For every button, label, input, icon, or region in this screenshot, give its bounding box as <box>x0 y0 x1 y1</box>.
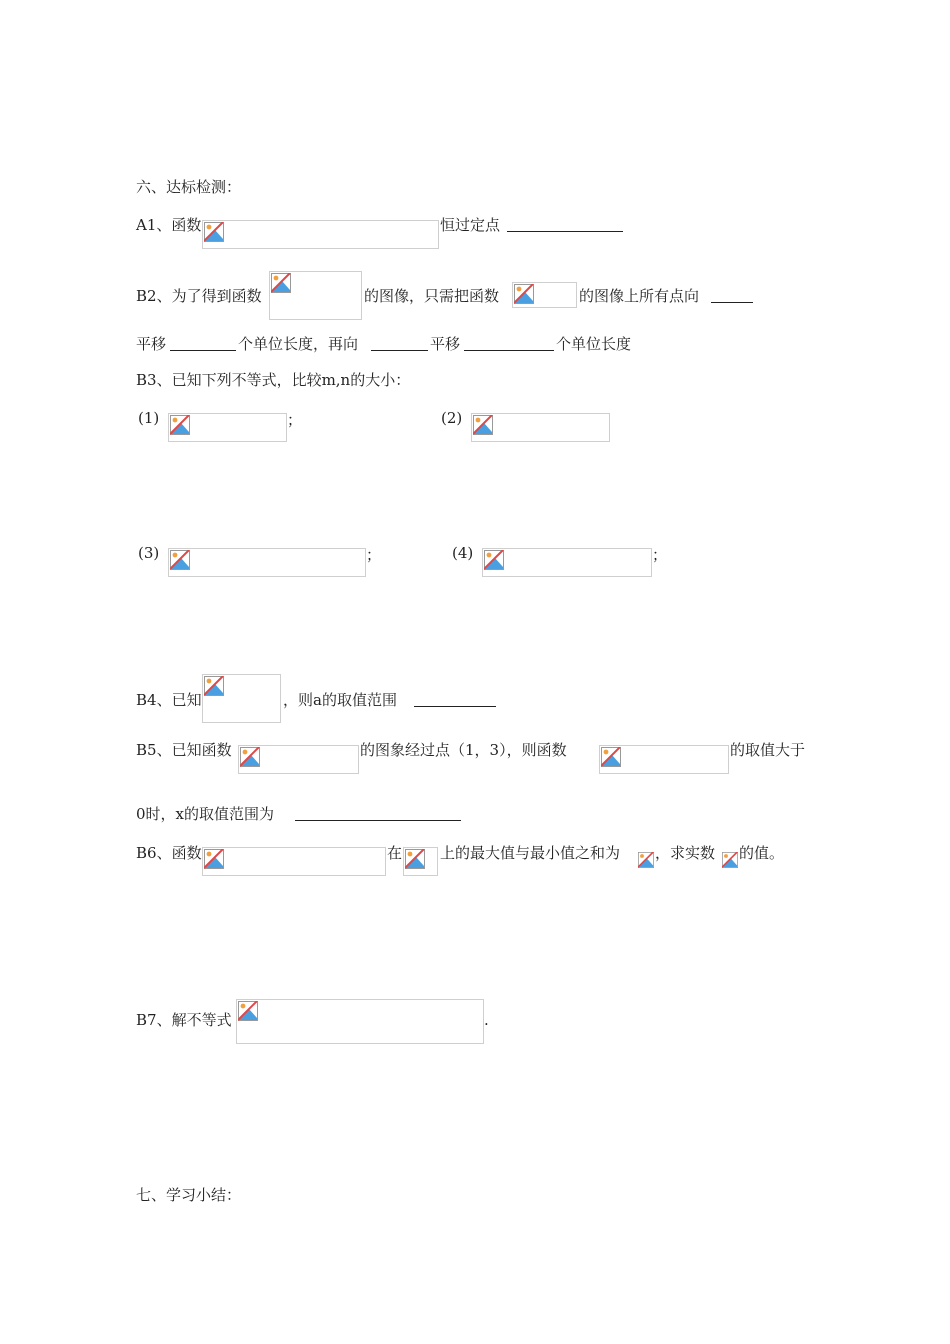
b2-line2-a: 平移 <box>136 335 167 353</box>
formula-image <box>512 282 577 308</box>
b6-tail: 的值。 <box>739 844 785 862</box>
formula-image <box>482 548 652 577</box>
broken-image-icon <box>204 676 224 696</box>
formula-image <box>403 847 438 876</box>
formula-image <box>638 852 656 870</box>
answer-blank <box>170 338 236 351</box>
b3-prefix: B3、已知下列不等式，比较m,n的大小： <box>136 371 411 389</box>
broken-image-icon <box>405 849 425 869</box>
formula-image <box>202 847 386 876</box>
b3-item3-tail: ； <box>366 546 382 564</box>
broken-image-icon <box>271 273 291 293</box>
broken-image-icon <box>722 852 738 868</box>
formula-image <box>202 220 439 249</box>
b4-mid: ，则a的取值范围 <box>283 691 397 709</box>
a1-prefix: A1、函数 <box>136 216 202 234</box>
b6-prefix: B6、函数 <box>136 844 202 862</box>
broken-image-icon <box>484 550 504 570</box>
broken-image-icon <box>204 222 224 242</box>
broken-image-icon <box>238 1001 258 1021</box>
broken-image-icon <box>473 415 493 435</box>
formula-image <box>722 852 740 870</box>
broken-image-icon <box>601 747 621 767</box>
answer-blank <box>295 808 461 821</box>
answer-blank <box>507 219 623 232</box>
b6-mid2: 上的最大值与最小值之和为 <box>440 844 621 862</box>
broken-image-icon <box>638 852 654 868</box>
broken-image-icon <box>514 284 534 304</box>
broken-image-icon <box>204 849 224 869</box>
formula-image <box>238 745 359 774</box>
answer-blank <box>711 290 753 303</box>
b2-line2-b: 个单位长度，再向 <box>238 335 359 353</box>
b2-line2-c: 平移 <box>430 335 461 353</box>
b5-prefix: B5、已知函数 <box>136 741 232 759</box>
b7-prefix: B7、解不等式 <box>136 1011 232 1029</box>
broken-image-icon <box>240 747 260 767</box>
b3-item4-label: (4) <box>452 544 474 562</box>
formula-image <box>168 548 366 577</box>
b6-mid3: ，求实数 <box>655 844 716 862</box>
b2-mid1: 的图像，只需把函数 <box>364 287 500 305</box>
section7-heading: 七、学习小结： <box>136 1186 242 1204</box>
formula-image <box>269 271 362 320</box>
answer-blank <box>464 338 554 351</box>
b3-item2-label: (2) <box>441 409 463 427</box>
b3-item3-label: (3) <box>138 544 160 562</box>
b2-line2-d: 个单位长度 <box>556 335 632 353</box>
answer-blank <box>371 338 428 351</box>
b3-item4-tail: ； <box>652 546 668 564</box>
b7-tail: . <box>484 1011 489 1029</box>
b5-mid1: 的图象经过点（1，3），则函数 <box>360 741 567 759</box>
formula-image <box>202 674 281 723</box>
b5-line2: 0时，x的取值范围为 <box>136 805 275 823</box>
formula-image <box>599 745 729 774</box>
broken-image-icon <box>170 415 190 435</box>
b3-item1-tail: ； <box>287 411 303 429</box>
b4-prefix: B4、已知 <box>136 691 202 709</box>
formula-image <box>471 413 610 442</box>
formula-image <box>236 999 484 1044</box>
b2-prefix: B2、为了得到函数 <box>136 287 262 305</box>
answer-blank <box>414 694 496 707</box>
a1-mid: 恒过定点 <box>440 216 501 234</box>
formula-image <box>168 413 287 442</box>
b5-mid2: 的取值大于 <box>730 741 806 759</box>
b3-item1-label: (1) <box>138 409 160 427</box>
b2-mid2: 的图像上所有点向 <box>579 287 700 305</box>
broken-image-icon <box>170 550 190 570</box>
section6-heading: 六、达标检测： <box>136 178 242 196</box>
b6-mid1: 在 <box>387 844 403 862</box>
